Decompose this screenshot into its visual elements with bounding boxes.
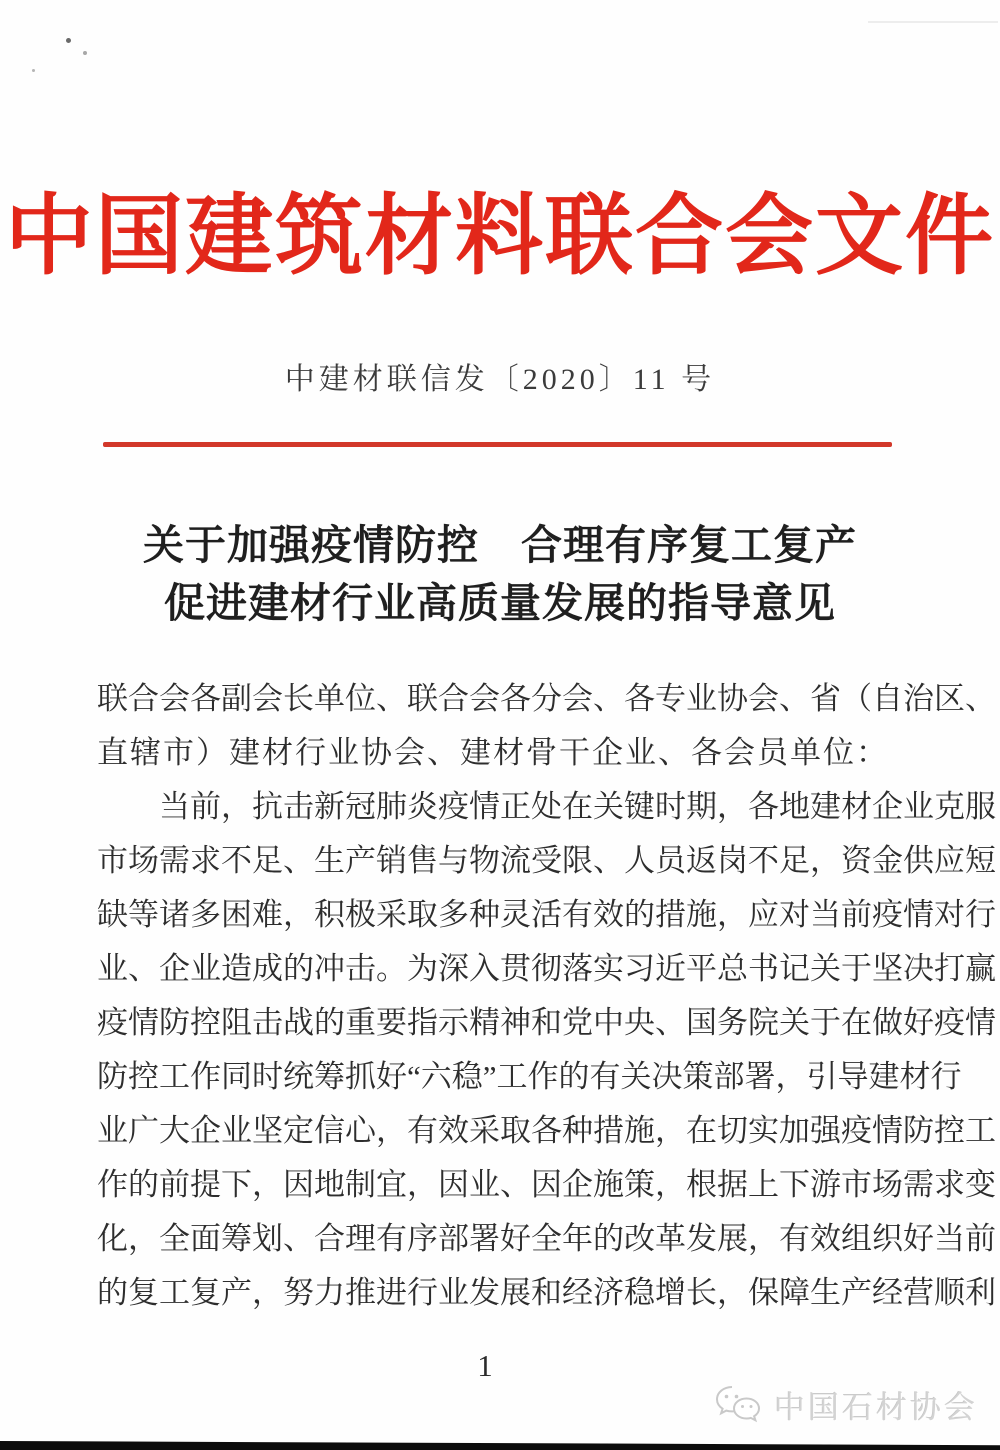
body-line: 的复工复产，努力推进行业发展和经济稳增长，保障生产经营顺利 bbox=[97, 1275, 996, 1310]
scan-speck bbox=[83, 51, 87, 55]
body-line: 缺等诸多困难，积极采取多种灵活有效的措施，应对当前疫情对行 bbox=[97, 897, 996, 932]
watermark-label: 中国石材协会 bbox=[774, 1390, 978, 1425]
body-line: 化，全面筹划、合理有序部署好全年的改革发展，有效组织好当前 bbox=[97, 1221, 996, 1256]
scan-streak bbox=[868, 21, 998, 23]
body-line: 直辖市）建材行业协会、建材骨干企业、各会员单位： bbox=[97, 735, 889, 770]
page-number: 1 bbox=[477, 1348, 493, 1383]
scan-speck bbox=[66, 38, 71, 43]
body-line: 当前，抗击新冠肺炎疫情正处在关键时期，各地建材企业克服 bbox=[97, 789, 996, 824]
document-title bbox=[0, 516, 1000, 632]
wechat-icon bbox=[714, 1384, 762, 1426]
document-body bbox=[97, 672, 996, 1320]
red-separator-line bbox=[103, 442, 892, 447]
document-title-line-2: 促进建材行业高质量发展的指导意见 bbox=[164, 580, 836, 626]
document-masthead: 中国建筑材料联合会文件 bbox=[4, 189, 995, 286]
body-line: 疫情防控阻击战的重要指示精神和党中央、国务院关于在做好疫情 bbox=[97, 1005, 996, 1040]
body-line: 业、企业造成的冲击。为深入贯彻落实习近平总书记关于坚决打赢 bbox=[97, 951, 996, 986]
scan-speck bbox=[32, 69, 35, 72]
body-line: 市场需求不足、生产销售与物流受限、人员返岗不足，资金供应短 bbox=[97, 843, 996, 878]
body-line: 联合会各副会长单位、联合会各分会、各专业协会、省（自治区、 bbox=[97, 681, 996, 716]
source-watermark bbox=[714, 1382, 978, 1427]
body-line: 作的前提下，因地制宜，因业、因企施策，根据上下游市场需求变 bbox=[97, 1167, 996, 1202]
scan-edge-bar bbox=[0, 1438, 1000, 1450]
document-reference-number: 中建材联信发〔2020〕11 号 bbox=[284, 363, 716, 396]
body-line: 业广大企业坚定信心，有效采取各种措施，在切实加强疫情防控工 bbox=[97, 1113, 996, 1148]
document-title-line-1: 关于加强疫情防控 合理有序复工复产 bbox=[143, 522, 857, 568]
body-line: 防控工作同时统筹抓好“六稳”工作的有关决策部署，引导建材行 bbox=[97, 1059, 962, 1094]
